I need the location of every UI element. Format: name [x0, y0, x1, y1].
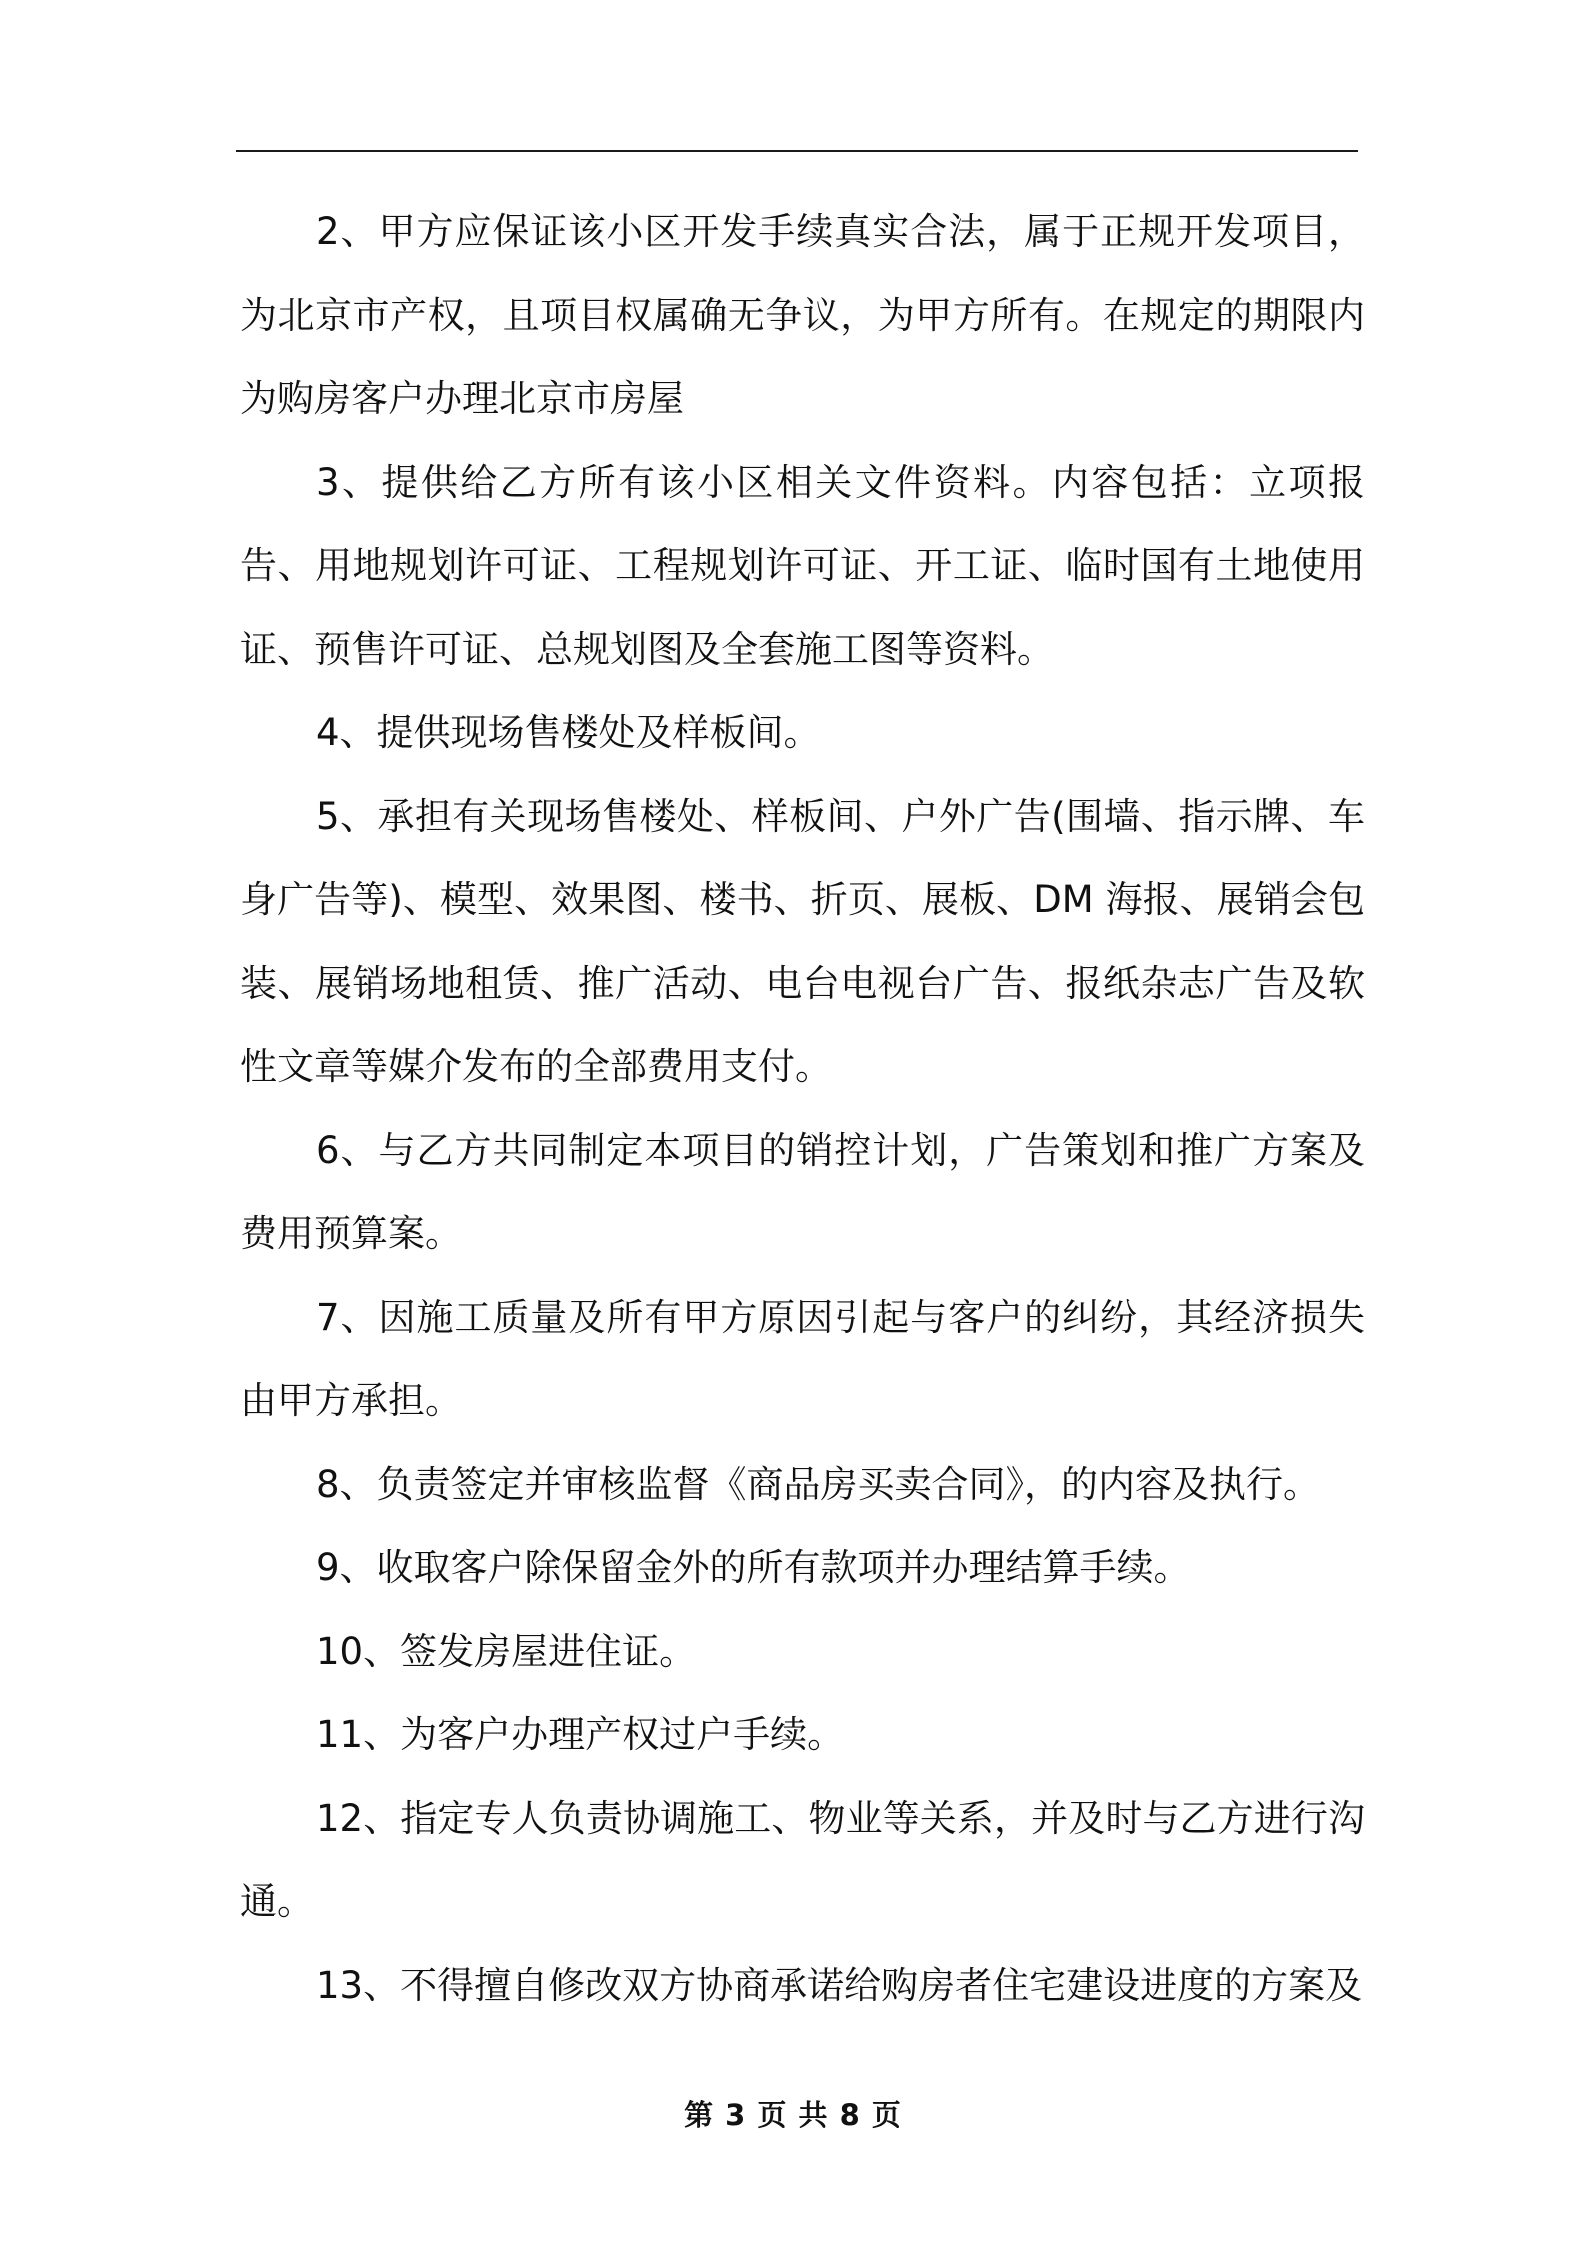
paragraph-item-6: 6、与乙方共同制定本项目的销控计划，广告策划和推广方案及费用预算案。 — [240, 1128, 1365, 1255]
header-rule — [236, 150, 1358, 152]
paragraph-item-12: 12、指定专人负责协调施工、物业等关系，并及时与乙方进行沟通。 — [240, 1796, 1365, 1923]
paragraph-item-3: 3、提供给乙方所有该小区相关文件资料。内容包括：立项报告、用地规划许可证、工程规划许可证、开工证、临时国有土地使用证、预售许可证、总规划图及全套施工图等资料。 — [240, 460, 1365, 671]
paragraph-item-2: 2、甲方应保证该小区开发手续真实合法，属于正规开发项目，为北京市产权，且项目权属确无争议，为甲方所有。在规定的期限内为购房客户办理北京市房屋 — [240, 210, 1365, 420]
paragraph-item-11: 11、为客户办理产权过户手续。 — [316, 1713, 845, 1756]
paragraph-item-8: 8、负责签定并审核监督《商品房买卖合同》，的内容及执行。 — [316, 1462, 1321, 1506]
paragraph-item-4: 4、提供现场售楼处及样板间。 — [316, 711, 821, 754]
paragraph-item-13: 13、不得擅自修改双方协商承诺给购房者住宅建设进度的方案及 — [316, 1963, 1363, 2007]
paragraph-item-7: 7、因施工质量及所有甲方原因引起与客户的纠纷，其经济损失由甲方承担。 — [240, 1295, 1365, 1422]
paragraph-item-9: 9、收取客户除保留金外的所有款项并办理结算手续。 — [316, 1546, 1191, 1589]
document-body — [240, 190, 1365, 2027]
page-number: 第 3 页 共 8 页 — [684, 2098, 902, 2132]
paragraph-item-10: 10、签发房屋进住证。 — [316, 1629, 697, 1673]
paragraph-item-5: 5、承担有关现场售楼处、样板间、户外广告(围墙、指示牌、车身广告等)、模型、效果图、楼书、折页、展板、DM 海报、展销会包装、展销场地租赁、推广活动、电台电视台广告、报纸杂志广告及软性文章等媒介发布的全部费用支付。 — [240, 794, 1365, 1088]
